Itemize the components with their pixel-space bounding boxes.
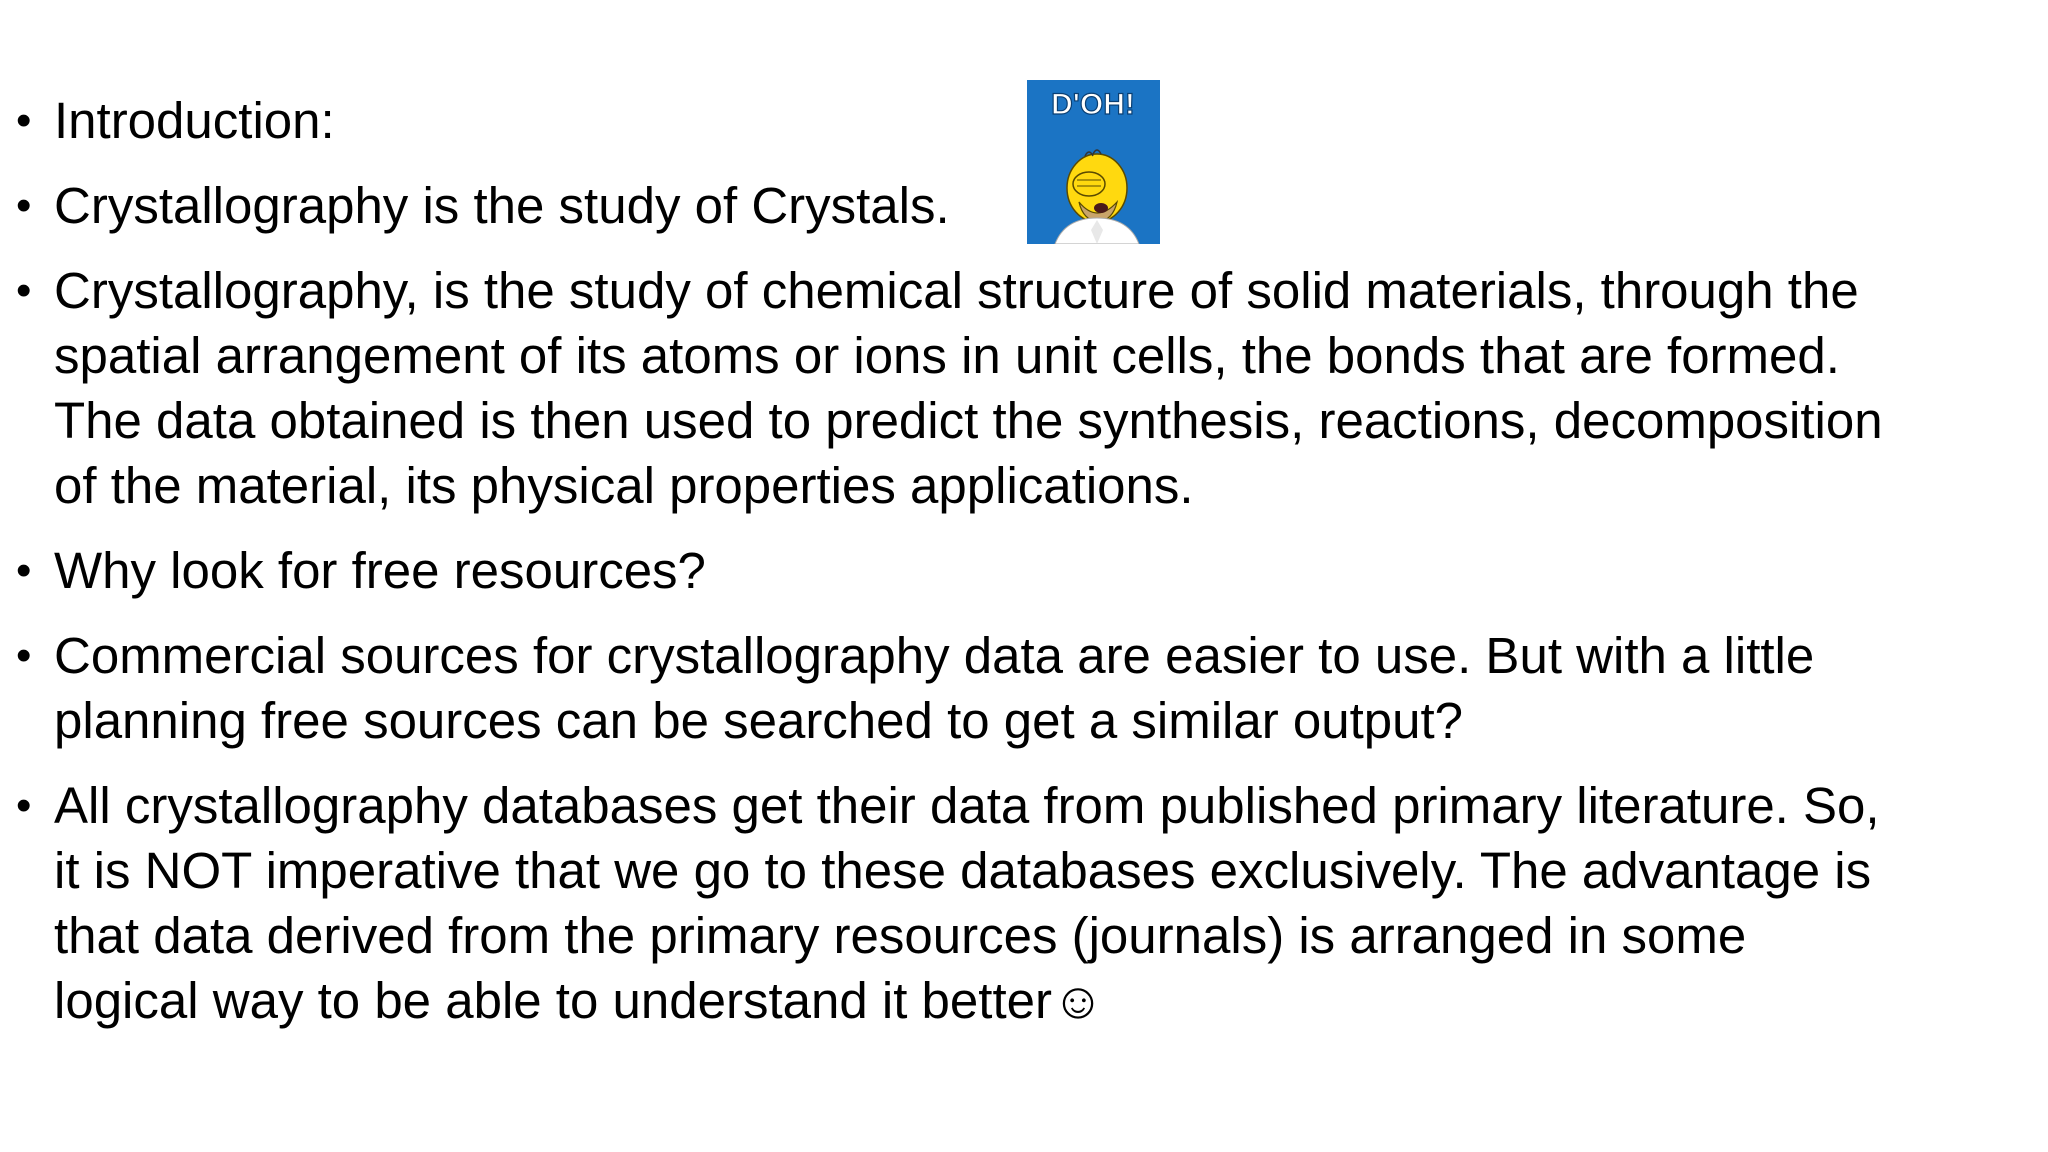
bullet-text-line: spatial arrangement of its atoms or ions in unit cells, the bonds that are formed.: [54, 327, 1840, 384]
homer-doh-icon: [1027, 80, 1160, 244]
bullet-text: Introduction:: [54, 92, 335, 149]
bullet-commercial-sources: [14, 623, 2034, 753]
bullet-dot: •: [16, 781, 32, 830]
bullet-text-line: of the material, its physical properties applications.: [54, 457, 1194, 514]
bullet-text-line: The data obtained is then used to predict the synthesis, reactions, decomposition: [54, 392, 1883, 449]
bullet-dot: •: [16, 96, 32, 145]
bullet-text: Why look for free resources?: [54, 542, 706, 599]
bullet-crystallography-definition: [14, 173, 2034, 238]
bullet-dot: •: [16, 546, 32, 595]
bullet-databases: [14, 773, 2034, 1033]
bullet-text: Crystallography is the study of Crystals.: [54, 177, 950, 234]
bullet-dot: •: [16, 631, 32, 680]
bullet-text-line: All crystallography databases get their data from published primary literature. So,: [54, 777, 1880, 834]
bullet-text-line: Commercial sources for crystallography data are easier to use. But with a little: [54, 627, 1815, 684]
bullet-list: [14, 88, 2034, 1053]
bullet-text-line: Crystallography, is the study of chemical structure of solid materials, through the: [54, 262, 1859, 319]
bullet-dot: •: [16, 181, 32, 230]
homer-doh-image: [1027, 80, 1160, 244]
doh-caption: D'OH!: [1051, 88, 1135, 121]
bullet-dot: •: [16, 266, 32, 315]
bullet-text-line: planning free sources can be searched to get a similar output?: [54, 692, 1464, 749]
bullet-text-line: it is NOT imperative that we go to these databases exclusively. The advantage is: [54, 842, 1872, 899]
bullet-text-line: logical way to be able to understand it better☺: [54, 972, 1105, 1029]
bullet-introduction: [14, 88, 2034, 153]
bullet-crystallography-detail: [14, 258, 2034, 518]
bullet-why-free-resources: [14, 538, 2034, 603]
bullet-text-line: that data derived from the primary resources (journals) is arranged in some: [54, 907, 1747, 964]
